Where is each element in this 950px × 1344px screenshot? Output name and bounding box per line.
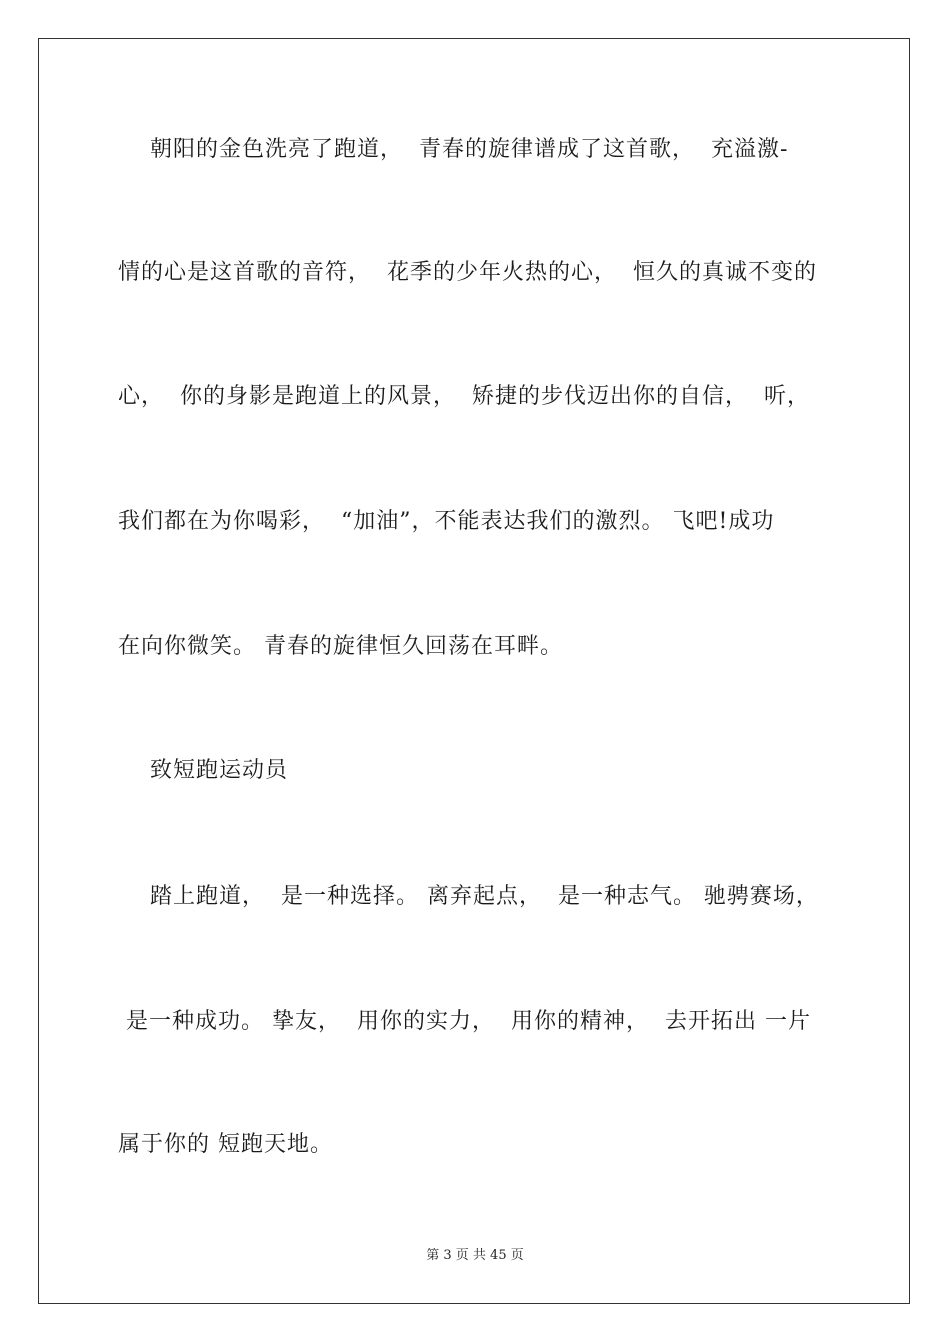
paragraph-line-5: 在向你微笑。 青春的旋律恒久回荡在耳畔。 [118,634,563,659]
page-number-footer: 第 3 页 共 45 页 [426,1248,524,1263]
paragraph-line-3: 心， 你的身影是跑道上的风景， 矫捷的步伐迈出你的自信， 听， [118,384,810,409]
paragraph-line-6: 踏上跑道， 是一种选择。 离弃起点， 是一种志气。 驰骋赛场， [118,884,819,909]
paragraph-line-2: 情的心是这首歌的音符， 花季的少年火热的心， 恒久的真诚不变的 [118,260,817,285]
paragraph-line-4: 我们都在为你喝彩， “加油”，不能表达我们的激烈。 飞吧!成功 [118,509,775,534]
paragraph-line-7: 是一种成功。 挚友， 用你的实力， 用你的精神， 去开拓出 一片 [118,1009,811,1034]
paragraph-line-8: 属于你的 短跑天地。 [118,1132,333,1157]
section-heading: 致短跑运动员 [118,758,288,783]
page-border [38,38,910,1304]
paragraph-line-1: 朝阳的金色洗亮了跑道， 青春的旋律谱成了这首歌， 充溢激- [118,137,789,162]
